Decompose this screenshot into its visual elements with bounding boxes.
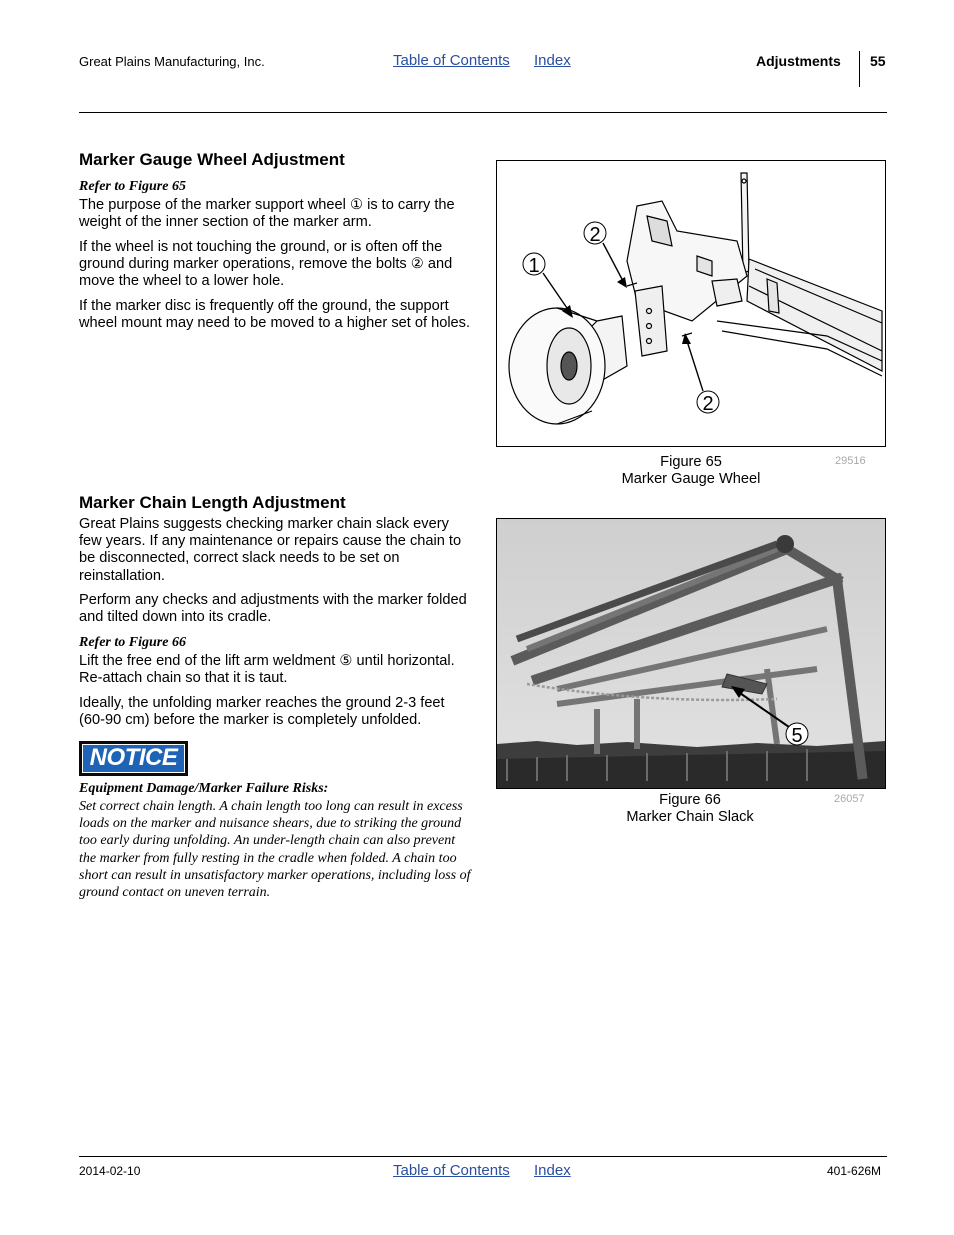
company-name: Great Plains Manufacturing, Inc.	[79, 54, 265, 69]
figure-66-photo	[496, 518, 886, 789]
header-toc-link[interactable]: Table of Contents	[393, 52, 510, 69]
callout-2-bottom	[682, 333, 719, 415]
footer-toc-link[interactable]: Table of Contents	[393, 1162, 510, 1179]
paragraph: Perform any checks and adjustments with the marker folded and tilted down into its cradle.	[79, 592, 467, 626]
header-index-link[interactable]: Index	[534, 52, 571, 69]
footer-doc-number: 401-626M	[827, 1164, 882, 1178]
paragraph: The purpose of the marker support wheel ① is to carry the weight of the inner section of the marker arm.	[79, 197, 455, 231]
notice-title: Equipment Damage/Marker Failure Risks:	[79, 781, 329, 796]
page-number: 55	[870, 53, 886, 69]
callout-2-bottom-label: 2	[702, 393, 714, 415]
heading-marker-gauge-wheel: Marker Gauge Wheel Adjustment	[79, 150, 345, 169]
figure-66-caption-title: Marker Chain Slack	[626, 809, 754, 825]
paragraph: If the marker disc is frequently off the ground, the support wheel mount may need to be moved to a higher set of holes.	[79, 298, 471, 332]
heading-marker-chain-length: Marker Chain Length Adjustment	[79, 493, 346, 512]
notice-label: NOTICE	[82, 744, 185, 773]
callout-2-top	[584, 222, 627, 288]
footer-rule	[79, 1156, 887, 1157]
footer-index-link[interactable]: Index	[534, 1162, 571, 1179]
callout-1-label: 1	[528, 255, 540, 277]
marker-gauge-wheel-drawing	[497, 161, 885, 446]
figure-66-reference: Refer to Figure 66	[79, 635, 186, 650]
section-title: Adjustments	[756, 53, 841, 69]
paragraph: Great Plains suggests checking marker chain slack every few years. If any maintenance or repairs cause the chain to be disconnected, correct slack needs to be set on reinstallation.	[79, 516, 462, 584]
figure-66-caption-number: Figure 66	[659, 792, 721, 808]
header-rule	[79, 112, 887, 113]
figure-65-image-id: 29516	[835, 455, 866, 467]
paragraph: If the wheel is not touching the ground, or is often off the ground during marker operations, remove the bolts ② and move the wheel to a lower hole.	[79, 239, 453, 290]
figure-66-image-id: 26057	[834, 793, 865, 805]
paragraph: Ideally, the unfolding marker reaches the ground 2-3 feet (60-90 cm) before the marker is completely unfolded.	[79, 695, 445, 729]
figure-65-caption-title: Marker Gauge Wheel	[621, 471, 761, 487]
header-divider	[859, 51, 860, 87]
paragraph: Lift the free end of the lift arm weldment ⑤ until horizontal. Re-attach chain so that it is taut.	[79, 653, 455, 687]
figure-65-illustration	[496, 160, 886, 447]
figure-65-caption-number: Figure 65	[660, 454, 722, 470]
callout-5-label: 5	[791, 725, 803, 747]
marker-chain-slack-photo	[497, 519, 885, 788]
notice-badge	[79, 741, 188, 776]
callout-2-top-label: 2	[589, 224, 601, 246]
footer-date: 2014-02-10	[79, 1164, 141, 1178]
figure-65-reference: Refer to Figure 65	[79, 179, 186, 194]
notice-body: Set correct chain length. A chain length too long can result in excess loads on the marker and nuisance shears, due to striking the ground too early during unfolding. An under-length chain can also prevent the marker from fully resting in the cradle when folded. A chain too short can result in unsatisfactory marker operations, including loss of ground contact on uneven terrain.	[79, 799, 471, 901]
